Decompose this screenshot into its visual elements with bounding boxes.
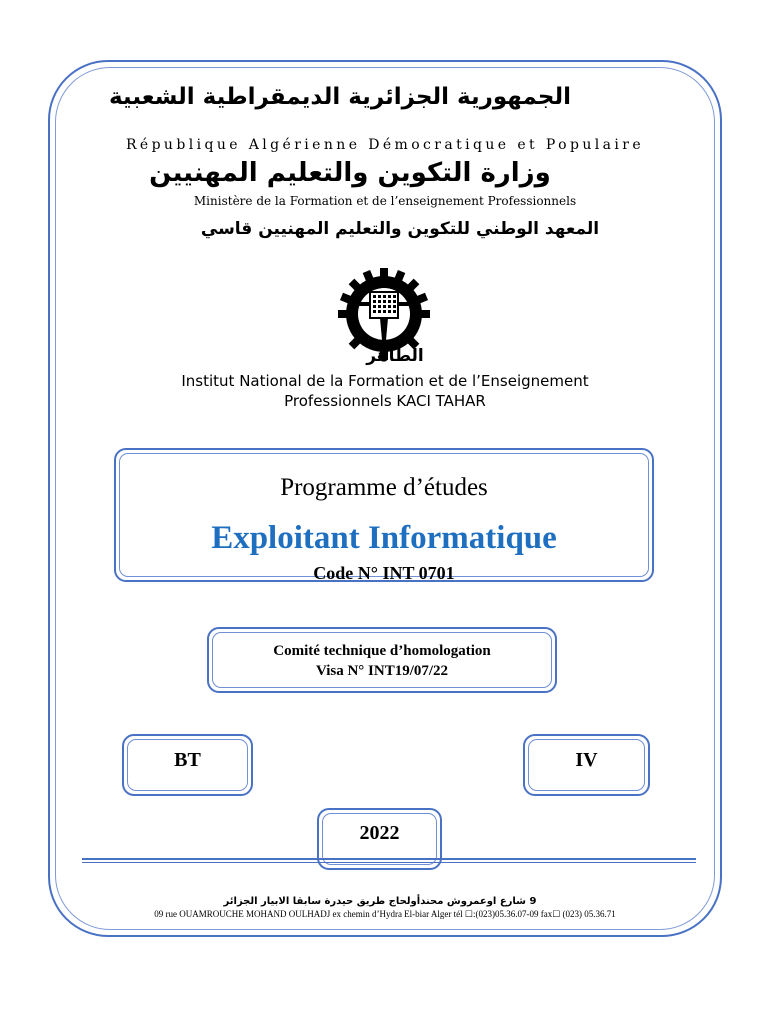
institute-name-french <box>110 371 660 411</box>
committee-title: Comité technique d’homologation <box>273 643 491 659</box>
institute-name-arabic-suffix: الطاهر <box>366 346 424 366</box>
footer-divider-secondary <box>82 862 696 863</box>
republic-title-french: République Algérienne Démocratique et Populaire <box>125 137 645 153</box>
committee-text <box>207 641 557 681</box>
institute-name-french-line-1: Institut National de la Formation et de l’Enseignement <box>181 372 589 390</box>
grade-label: IV <box>575 749 598 771</box>
program-code: Code N° INT 0701 <box>313 563 455 579</box>
committee-visa: Visa N° INT19/07/22 <box>315 663 449 679</box>
footer-divider <box>82 858 696 860</box>
program-heading: Programme d’études <box>280 474 488 501</box>
institute-name-french-line-2: Professionnels KACI TAHAR <box>284 392 486 410</box>
year-label: 2022 <box>359 822 400 844</box>
program-name: Exploitant Informatique <box>211 520 557 556</box>
address-french: 09 rue OUAMROUCHE MOHAND OULHADJ ex chemin d’Hydra El-biar Alger tél ☐:(023)05.36.07-09 fax☐ (023) 05.36.71 <box>154 909 616 919</box>
ministry-title-arabic: وزارة التكوين والتعليم المهنيين <box>149 158 551 188</box>
ministry-title-french: Ministère de la Formation et de l’enseignement Professionnels <box>193 194 577 208</box>
institute-name-arabic: المعهد الوطني للتكوين والتعليم المهنيين قاسي <box>200 219 600 239</box>
level-label: BT <box>174 749 201 771</box>
republic-title-arabic: الجمهورية الجزائرية الديمقراطية الشعبية <box>108 84 572 110</box>
program-box <box>114 448 654 582</box>
address-arabic: 9 شارع اوعمروش محندأولحاج طريق حيدرة سابقا الابيار الجزائر <box>223 896 537 907</box>
